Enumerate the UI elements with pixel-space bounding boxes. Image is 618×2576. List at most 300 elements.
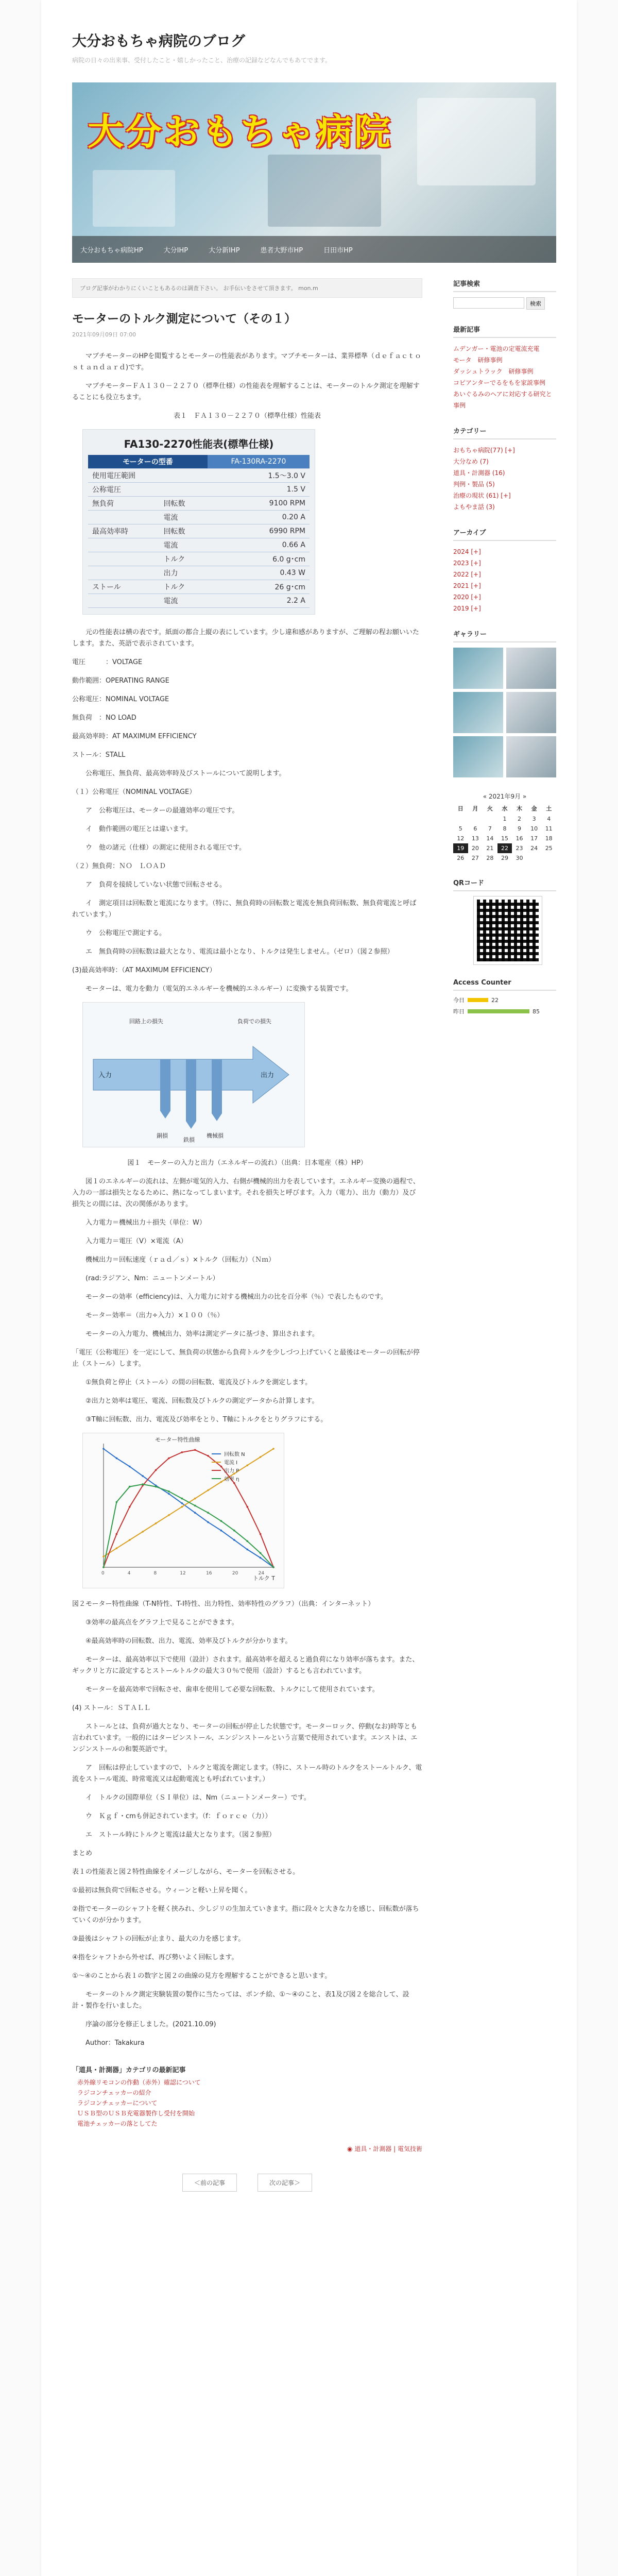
x-tick-label: 16 [206, 1571, 212, 1576]
data-point [272, 1566, 274, 1568]
data-point [233, 1539, 235, 1541]
data-point [220, 1520, 222, 1522]
data-point [260, 1557, 262, 1559]
calendar-day-posted[interactable]: 19 [453, 843, 468, 853]
paragraph: 公称電圧、無負荷、最高効率時及びストールについて説明します。 [85, 770, 286, 777]
archive-link[interactable]: 2023 [+] [453, 560, 481, 567]
table-row [88, 511, 310, 524]
legend-label: 効率 η [224, 1477, 239, 1482]
spec-label: 電流 [160, 511, 208, 524]
paragraph: (rad:ラジアン、Nm：ニュートンメートル） [85, 1275, 219, 1282]
data-point [260, 1552, 262, 1554]
paragraph: ウ Ｋｇｆ・cmも併記されています。（f：ｆｏｒｃｅ（力）） [85, 1812, 272, 1820]
site-title[interactable]: 大分おもちゃ病院のブログ [72, 32, 246, 49]
paragraph: 電圧 ：VOLTAGE [72, 658, 143, 666]
data-point [194, 1449, 196, 1451]
table-row [88, 497, 310, 511]
next-post-button[interactable]: 次の記事＞ [258, 2174, 312, 2192]
paragraph: 入力電力＝電圧（V）×電流（A） [85, 1238, 187, 1245]
paragraph: マブチモーターのHPを閲覧するとモーターの性能表があります。マブチモーターは、業界標準（ｄｅｆａｃｔｏ ｓｔａｎｄａｒｄ)です。 [72, 352, 422, 371]
paragraph: 図１のエネルギーの流れは、左側が電気的入力、右側が機械的出力を表しています。エネルギー変換の過程で、入力の一部は損失となるために、熱になってしまいます。それを損失と呼びます。入力（電力）、出力（動力）及び損失との間には、次の関係があります。 [72, 1178, 420, 1208]
spec-group [88, 594, 160, 608]
table-row [88, 552, 310, 566]
calendar-day [541, 853, 556, 863]
spec-label: 出力 [160, 566, 208, 580]
archive-link[interactable]: 2021 [+] [453, 582, 481, 589]
archive-link[interactable]: 2020 [+] [453, 594, 481, 601]
paragraph: (3)最高効率時：（AT MAXIMUM EFFICIENCY） [72, 967, 216, 974]
latest-heading: 最新記事 [453, 324, 556, 338]
loss-arrow-3 [212, 1059, 222, 1121]
table-row [88, 580, 310, 594]
paragraph: ④指をシャフトから外せば、再び勢いよく回転します。 [72, 1954, 238, 1961]
paragraph: 動作範囲：OPERATING RANGE [72, 677, 169, 685]
data-point [260, 1533, 262, 1535]
category-link[interactable]: 判例・製品 (5) [453, 481, 495, 488]
author: Author：Takakura [85, 2039, 145, 2047]
counter-section [453, 979, 556, 1015]
calendar-day: 6 [473, 825, 477, 832]
latest-link[interactable]: ムデンガー・電池の定電流充電 [453, 345, 540, 352]
spec-label: 回転数 [160, 497, 208, 511]
data-point [207, 1512, 209, 1514]
weekday: 日 [457, 805, 464, 812]
label-circuit-loss: 回路上の損失 [129, 1018, 163, 1025]
calendar-day: 27 [471, 855, 479, 861]
search-input[interactable] [453, 297, 524, 309]
calendar-day: 15 [501, 835, 508, 842]
table-caption: 表１ ＦＡ１３０－２２７０（標準仕様）性能表 [173, 412, 321, 420]
main-column [72, 278, 422, 2192]
data-point [194, 1512, 196, 1514]
chart-background [83, 1433, 284, 1588]
recent-heading: 「道具・計測器」カテゴリの最新記事 [72, 2066, 186, 2074]
calendar-day: 8 [503, 825, 507, 832]
data-point [194, 1498, 196, 1500]
calendar-day [453, 814, 468, 824]
weekday: 月 [472, 805, 478, 812]
category-link[interactable]: よもやま話 (3) [453, 503, 495, 511]
recent-link[interactable]: ラジコンチェッカーについて [77, 2099, 158, 2107]
spec-header-left: モーターの型番 [88, 455, 208, 469]
spec-table [82, 429, 315, 615]
nav-link[interactable]: 大分おもちゃ病院HP [80, 246, 143, 255]
notice-box: ブログ記事がわかりにくいこともあるのは調査下さい。 お手伝いをさせて頂きます。 mon.m [72, 278, 422, 298]
spec-title: FA130-2270性能表(標準仕様) [124, 438, 274, 450]
spec-group: 使用電圧範囲 [88, 469, 208, 483]
data-point [220, 1481, 222, 1483]
spec-value: 2.2 A [208, 594, 310, 608]
paragraph: モーターは、最高効率以下で使用（設計）されます。最高効率を超えると過負荷になり効率が落ちます。また、ギックリと方に設定するとストールトルクの最大３０％で使用（設計）するとも言われています。 [72, 1656, 419, 1675]
label-load-loss: 負荷での損失 [237, 1018, 271, 1025]
paragraph: 「電圧（公称電圧）を一定にして、無負荷の状態から負荷トルクを少しづつ上げていくと最後はモーターの回転が停止（ストール）します。 [72, 1349, 420, 1368]
table-row [88, 594, 310, 608]
data-point [272, 1448, 274, 1450]
paragraph: ③T軸に回転数、出力、電流及び効率をとり、T軸にトルクをとりグラフにする。 [85, 1416, 328, 1423]
calendar-day: 12 [457, 835, 465, 842]
paragraph: 序論の部分を修正しました。(2021.10.09) [85, 2021, 216, 2028]
paragraph: 機械出力＝回転速度（ｒａｄ／ｓ）×トルク（回転力）（Ｎｍ） [85, 1256, 276, 1264]
calendar-day [527, 853, 542, 863]
paragraph: ア 負荷を接続していない状態で回転させる。 [85, 881, 227, 889]
spec-group: ストール [88, 580, 160, 594]
hero-banner [72, 82, 556, 263]
table-row [88, 566, 310, 580]
data-point [142, 1531, 144, 1533]
calendar-day: 17 [530, 835, 538, 842]
data-point [246, 1549, 248, 1551]
gallery-thumb[interactable] [506, 648, 556, 689]
spec-value: 1.5 V [208, 483, 310, 497]
paragraph: イ トルクの国際単位（ＳＩ単位）は、Nm（ニュートンメーター）です。 [85, 1794, 311, 1802]
table-row [88, 524, 310, 538]
paragraph: モーターを最高効率で回転させ、歯車を使用して必要な回転数、トルクにして使用されています。 [85, 1686, 379, 1693]
category-link[interactable]: 道具・計測器 (16) [453, 469, 505, 477]
weekday: 火 [487, 805, 493, 812]
paragraph: 公称電圧：NOMINAL VOLTAGE [72, 696, 169, 703]
spec-group [88, 566, 160, 580]
weekday: 金 [531, 805, 537, 812]
counter-bar [468, 1009, 529, 1013]
qr-heading: QRコード [453, 877, 556, 891]
data-point [181, 1498, 183, 1500]
qr-code-image [474, 896, 542, 964]
calendar-day: 2 [518, 816, 522, 822]
gallery-thumb[interactable] [506, 736, 556, 777]
calendar-day: 5 [458, 825, 462, 832]
gallery-thumb[interactable] [453, 692, 503, 733]
calendar-day: 10 [530, 825, 538, 832]
hero-photo-table [268, 155, 381, 227]
chart-svg [83, 1433, 284, 1588]
counter-heading: Access Counter [453, 979, 556, 991]
paragraph: ウ 公称電圧で測定する。 [85, 929, 166, 937]
paragraph: モーターのトルク測定実験装置の製作に当たっては、ポンチ絵、①〜④のこと、表1及び図２を総合して、設計・製作を行いました。 [72, 1991, 409, 2010]
paragraph: ①無負荷と停止（ストール）の間の回転数、電流及びトルクを測定します。 [85, 1379, 312, 1386]
data-point [129, 1506, 131, 1508]
figure-caption: 図１ モーターの入力と出力（エネルギーの流れ）（出典：日本電産（株）HP） [127, 1159, 367, 1167]
sidebar [453, 278, 556, 1030]
label-input: 入力 [98, 1072, 112, 1079]
data-point [102, 1448, 105, 1450]
spec-label: トルク [160, 580, 208, 594]
archive-link[interactable]: 2019 [+] [453, 605, 481, 612]
data-point [181, 1451, 183, 1453]
data-point [129, 1466, 131, 1468]
recent-link[interactable]: ＵＳＢ型のＵＳＢ充電器製作し受付を開始 [77, 2110, 195, 2117]
calendar-day: 9 [518, 825, 522, 832]
category-link[interactable]: おもちゃ病院(77) [+] [453, 447, 515, 454]
data-point [155, 1522, 157, 1524]
loss-arrow-1 [160, 1059, 170, 1118]
paragraph: ストールとは、負荷が過大となり、モーターの回転が停止した状態です。モーターロック、停動(なお)時等とも言われています。一般的にはタービンストール、エンジンストールという言葉で使用されています。エンストは、エンジンストールの和製英語です。 [72, 1723, 418, 1753]
spec-value: 9100 RPM [208, 497, 310, 511]
paragraph: 無負荷 ：NO LOAD [72, 714, 136, 722]
x-tick-label: 0 [101, 1571, 105, 1576]
paragraph: 図２モーター特性曲線（T-N特性、T-I特性、出力特性、効率特性のグラフ）（出典：インターネット） [72, 1600, 375, 1608]
paragraph: エ ストール時にトルクと電流は最大となります。（図２参照） [85, 1831, 276, 1839]
calendar-day: 13 [471, 835, 479, 842]
calendar-day: 11 [545, 825, 553, 832]
latest-link[interactable]: あいぐるみのヘアに対応する研究と事例 [453, 391, 552, 409]
calendar-day: 20 [471, 845, 479, 852]
data-point [142, 1483, 144, 1485]
x-tick-label: 20 [232, 1571, 238, 1576]
spec-group: 無負荷 [88, 497, 160, 511]
paragraph: モーターの入力電力、機械出力、効率は測定データに基づき、算出されます。 [85, 1330, 319, 1338]
nav-link[interactable]: 患者大野市HP [260, 246, 303, 255]
paragraph: モーターの効率（efficiency)は、入力電力に対する機械出力の比を百分率（％）で表したものです。 [85, 1293, 387, 1301]
calendar-day: 3 [532, 816, 536, 822]
data-point [246, 1540, 248, 1543]
data-point [116, 1501, 118, 1503]
calendar-month[interactable]: « 2021年9月 » [483, 793, 527, 800]
calendar-day: 7 [488, 825, 492, 832]
data-point [233, 1530, 235, 1532]
pager [72, 2174, 422, 2192]
calendar-day [468, 814, 483, 824]
calendar-day: 28 [486, 855, 494, 861]
table-row [88, 483, 310, 497]
spec-label: 回転数 [160, 524, 208, 538]
paragraph: 表１の性能表と図２特性曲線をイメージしながら、モーターを回転させる。 [72, 1868, 300, 1876]
data-point [220, 1466, 222, 1468]
data-point [129, 1539, 131, 1541]
paragraph: ウ 他の諸元（仕様）の測定に使用される電圧です。 [85, 844, 246, 852]
calendar-day-posted[interactable]: 22 [497, 843, 512, 853]
data-point [220, 1530, 222, 1532]
counter-row [453, 1007, 556, 1015]
calendar-day: 26 [457, 855, 465, 861]
paragraph: ③効率の最高点をグラフ上で見ることができます。 [85, 1619, 238, 1626]
calendar-day: 14 [486, 835, 494, 842]
spec-value: 0.43 W [208, 566, 310, 580]
recent-link[interactable]: 赤外線リモコンの作動（赤外）確認について [77, 2079, 201, 2086]
gallery-thumb[interactable] [506, 692, 556, 733]
latest-link[interactable]: コピアンターでるをもを家説事例 [453, 379, 546, 386]
data-point [168, 1458, 170, 1460]
calendar-day: 4 [547, 816, 551, 822]
calendar [453, 792, 556, 863]
spec-label: トルク [160, 552, 208, 566]
search-section [453, 278, 556, 310]
data-point [168, 1514, 170, 1516]
energy-flow-figure [82, 1002, 305, 1147]
nav-link[interactable]: 大分IHP [163, 246, 188, 255]
hero-title: 大分おもちゃ病院 [88, 111, 392, 153]
nav-link[interactable]: 大分新IHP [209, 246, 240, 255]
page [41, 0, 577, 2576]
summary-heading: まとめ [72, 1850, 93, 1857]
calendar-day: 30 [516, 855, 523, 861]
data-point [207, 1455, 209, 1457]
calendar-day [483, 814, 497, 824]
counter-row [453, 996, 556, 1004]
paragraph: ②指でモーターのシャフトを軽く挟みれ、少しジリの生加えていきます。指に段々と大きな力を感じ、回転数が落ちていくのが分かります。 [72, 1905, 419, 1924]
loss-arrow-2 [186, 1059, 196, 1129]
x-tick-label: 12 [180, 1571, 186, 1576]
archive-link[interactable]: 2022 [+] [453, 571, 481, 578]
latest-link[interactable]: モータ 研修事例 [453, 357, 503, 364]
weekday: 木 [517, 805, 523, 812]
data-point [246, 1506, 248, 1508]
gallery-heading: ギャラリー [453, 629, 556, 642]
calendar-day: 1 [503, 816, 507, 822]
search-heading: 記事検索 [453, 278, 556, 292]
spec-value: 0.66 A [208, 538, 310, 552]
paragraph: ①最初は無負荷で回転させる。ウィーンと軽い上昇を聞く。 [72, 1887, 252, 1894]
prev-post-button[interactable]: ＜前の記事 [182, 2174, 237, 2192]
paragraph: ア 公称電圧は、モーターの最適効率の電圧です。 [85, 807, 239, 815]
counter-value: 22 [491, 996, 499, 1004]
data-point [260, 1456, 262, 1458]
search-button[interactable]: 検索 [526, 297, 545, 310]
calendar-day: 25 [545, 845, 553, 852]
paragraph: (4) ストール：ＳＴＡＬＬ [72, 1704, 151, 1712]
paragraph: ア 回転は停止していますので、トルクと電流を測定します。（特に、ストール時のトルクをストールトルク、電流をストール電流、時常電流又は起動電流とも呼ばれています。） [72, 1764, 422, 1783]
table-row [88, 469, 310, 483]
paragraph: モーターは、電力を動力（電気的エネルギーを機械的エネルギー）に変換する装置です。 [85, 985, 353, 993]
calendar-section [453, 792, 556, 863]
data-point [155, 1486, 157, 1488]
paragraph: ②出力と効率は電圧、電流、回転数及びトルクの測定データから計算します。 [85, 1397, 319, 1405]
data-point [194, 1505, 196, 1507]
spec-group: 公称電圧 [88, 483, 208, 497]
paragraph: ①〜④のことから表１の数字と図２の曲線の見方を理解することができると思います。 [72, 1972, 332, 1980]
label-output: 出力 [261, 1072, 274, 1079]
data-point [102, 1556, 105, 1558]
archive-heading: アーカイブ [453, 527, 556, 541]
label-copper-loss: 銅損 [157, 1132, 168, 1139]
hero-photo-workroom [417, 98, 536, 185]
data-point [116, 1458, 118, 1460]
category-icon: ◉ [347, 2145, 355, 2153]
nav-link[interactable]: 日田市HP [323, 246, 353, 255]
label-iron-loss: 鉄損 [183, 1137, 195, 1143]
data-point [168, 1490, 170, 1493]
category-link[interactable]: 治療の現状 (61) [+] [453, 492, 511, 499]
data-point [116, 1533, 118, 1535]
paragraph: イ 測定項目は回転数と電流になります。（特に、無負荷時の回転数と電流を無負荷回転数、無負荷電流と呼ばれています。） [72, 900, 417, 919]
recent-list [72, 2077, 422, 2129]
post-title[interactable]: モーターのトルク測定について（その１） [72, 312, 297, 326]
paragraph: 元の性能表は横の表です。紙面の都合上縦の表にしています。少し違和感がありますが、ご理解の程お願いいたします。また、英語で表示されています。 [72, 629, 419, 648]
data-point [207, 1521, 209, 1523]
post-date: 2021年09月09日 07:00 [72, 331, 136, 338]
data-point [155, 1469, 157, 1471]
category-heading: カテゴリー [453, 426, 556, 439]
counter-label: 今日 [453, 997, 465, 1004]
gallery-thumb[interactable] [453, 648, 503, 689]
spec-value: 6.0 g･cm [208, 552, 310, 566]
latest-section [453, 324, 556, 411]
spec-value: 0.20 A [208, 511, 310, 524]
spec-group [88, 511, 160, 524]
site-description: 病院の日々の出来事、受付したこと・嬉しかったこと、治療の記録などなんでもあてでます。 [72, 57, 332, 64]
calendar-day: 24 [530, 845, 538, 852]
calendar-day: 21 [486, 845, 494, 852]
data-point [233, 1482, 235, 1484]
counter-bar [468, 998, 488, 1002]
spec-label: 電流 [160, 538, 208, 552]
table-row [88, 538, 310, 552]
recent-link[interactable]: ラジコンチェッカーの紹介 [77, 2089, 151, 2096]
spec-group [88, 538, 160, 552]
data-point [181, 1506, 183, 1508]
data-point [116, 1547, 118, 1549]
paragraph: ストール：STALL [72, 751, 126, 759]
latest-link[interactable]: ダッシュトラック 研修事例 [453, 368, 534, 375]
calendar-day: 18 [545, 835, 553, 842]
data-point [168, 1493, 170, 1495]
spec-label: 電流 [160, 594, 208, 608]
legend-label: 出力 P [224, 1468, 239, 1474]
data-point [102, 1566, 105, 1568]
category-link[interactable]: 道具・計測器 | 電気技術 [354, 2145, 422, 2153]
paragraph: マブチモーターＦＡ１３０－２２７０（標準仕様）の性能表を理解することは、モーターのトルク測定を理解することにも役立ちます。 [72, 382, 420, 401]
x-axis-label: トルク T [253, 1575, 275, 1582]
paragraph: ④最高効率時の回転数、出力、電流、効率及びトルクが分かります。 [85, 1637, 292, 1645]
data-point [207, 1489, 209, 1492]
hero-photo-visitors [93, 170, 175, 227]
energy-flow-diagram [83, 1003, 304, 1147]
paragraph: （１）公称電圧（NOMINAL VOLTAGE） [72, 788, 196, 796]
paragraph: イ 動作範囲の電圧とは違います。 [85, 825, 192, 833]
category-link[interactable]: 大分なめ (7) [453, 458, 489, 465]
paragraph: 入力電力＝機械出力＋損失（単位：W） [85, 1219, 206, 1227]
data-point [246, 1464, 248, 1466]
label-mechanical-loss: 機械損 [207, 1132, 224, 1139]
characteristic-chart [82, 1433, 284, 1588]
recent-link[interactable]: 電池チェッカーの落としてた [77, 2120, 158, 2127]
hero-nav [72, 236, 556, 263]
paragraph: （２）無負荷：ＮＯ ＬＯＡＤ [72, 862, 166, 870]
spec-header-right: FA-130RA-2270 [208, 455, 310, 469]
x-tick-label: 24 [258, 1571, 265, 1576]
spec-group: 最高効率時 [88, 524, 160, 538]
category-section [453, 426, 556, 513]
gallery-section [453, 629, 556, 777]
legend-label: 電流 I [224, 1460, 238, 1466]
qr-section [453, 877, 556, 964]
spec-value: 6990 RPM [208, 524, 310, 538]
archive-link[interactable]: 2024 [+] [453, 548, 481, 555]
archive-section [453, 527, 556, 614]
spec-group [88, 552, 160, 566]
calendar-day: 23 [516, 845, 523, 852]
data-point [142, 1475, 144, 1477]
x-tick-label: 8 [153, 1571, 157, 1576]
counter-value: 85 [533, 1008, 540, 1015]
spec-value: 26 g･cm [208, 580, 310, 594]
paragraph: ③最後はシャフトの回転が止まり、最大の力を感じます。 [72, 1935, 245, 1943]
paragraph: モーター効率＝（出力÷入力）×１００（％） [85, 1312, 224, 1319]
x-tick-label: 4 [127, 1571, 131, 1576]
gallery-thumb[interactable] [453, 736, 503, 777]
data-point [129, 1486, 131, 1488]
weekday: 水 [502, 805, 508, 812]
counter-label: 昨日 [453, 1008, 465, 1015]
legend-label: 回転数 N [224, 1452, 245, 1458]
paragraph: エ 無負荷時の回転数は最大となり、電流は最小となり、トルクは発生しません。（ゼロ）（図２参照） [85, 948, 394, 956]
paragraph: 最高効率時：AT MAXIMUM EFFICIENCY [72, 733, 197, 740]
chart-title: モーター特性曲線 [155, 1436, 200, 1443]
post-category [72, 2144, 422, 2153]
calendar-day: 16 [516, 835, 523, 842]
calendar-day: 29 [501, 855, 508, 861]
data-point [181, 1502, 183, 1504]
weekday: 土 [546, 805, 552, 812]
